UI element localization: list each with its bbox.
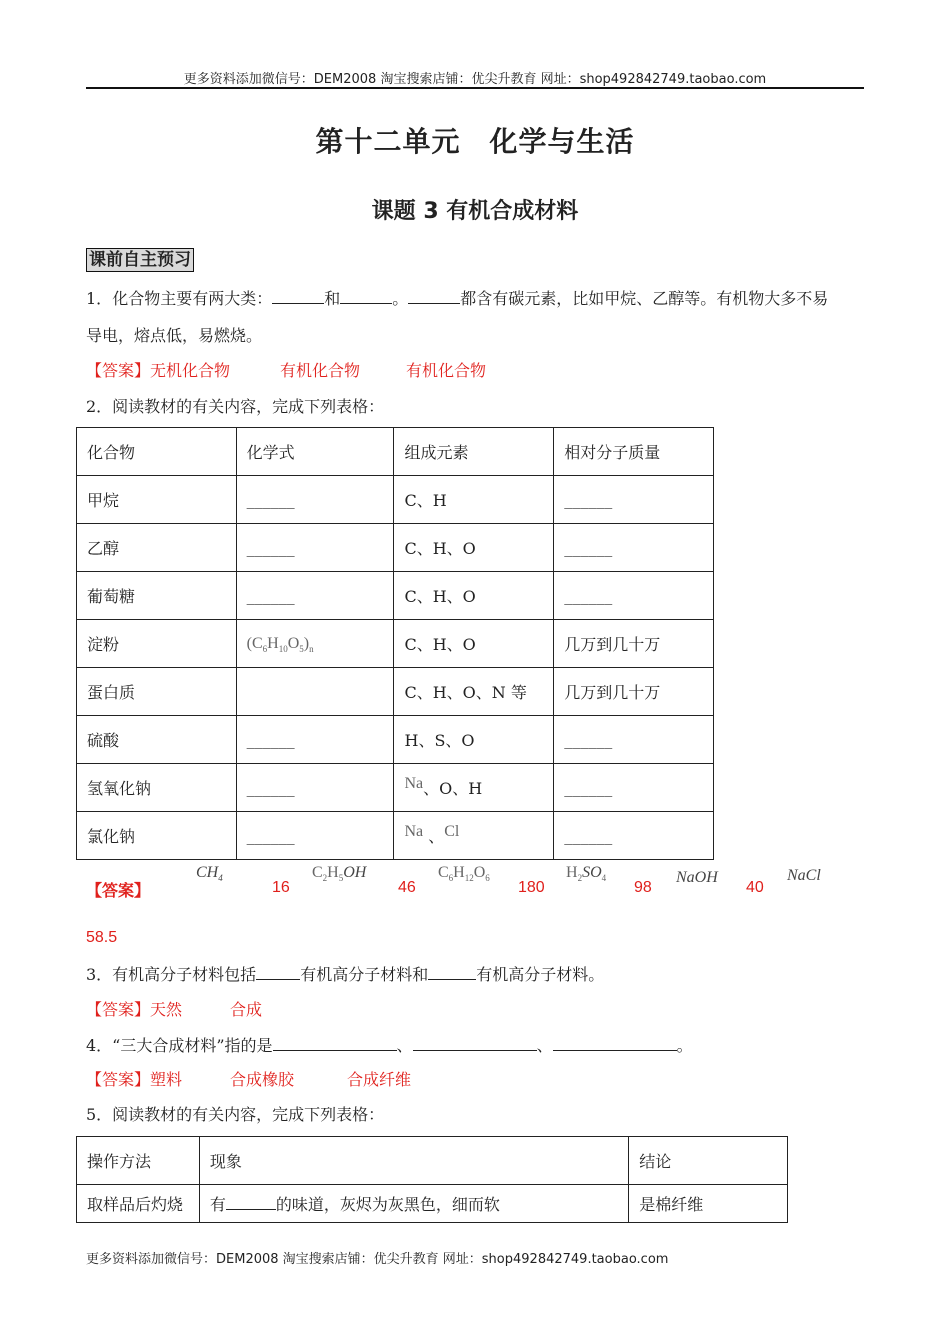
- question-1-line2: 导电，熔点低，易燃烧。: [86, 326, 263, 345]
- mass-46: 46: [398, 879, 416, 896]
- answer-3: 【答案】天然 合成: [86, 1000, 263, 1019]
- table-header: 化合物: [77, 428, 237, 476]
- blank[interactable]: [256, 963, 300, 980]
- mass-58-5: 58.5: [86, 929, 118, 946]
- table-row: 硫酸 ______ H、S、O ______: [77, 716, 714, 764]
- blank[interactable]: [553, 1034, 677, 1051]
- table-header: 相对分子质量: [554, 428, 714, 476]
- table-header-row: [77, 1137, 788, 1185]
- answer-2-tag: 【答案】: [86, 881, 151, 900]
- answer-cell[interactable]: ______: [554, 764, 714, 812]
- table-row: 葡萄糖 ______ C、H、O ______: [77, 572, 714, 620]
- answer-cell[interactable]: ______: [236, 572, 394, 620]
- answer-cell[interactable]: ______: [236, 764, 394, 812]
- table-row: 氢氧化钠 ______ Na、O、H ______: [77, 764, 714, 812]
- formula-h2so4: $H_2SO_4$: [566, 864, 607, 884]
- question-5: 5．阅读教材的有关内容，完成下列表格：: [86, 1105, 385, 1124]
- compound-table: [76, 427, 714, 860]
- page-footer: 更多资料添加微信号：DEM2008 淘宝搜索店铺：优尖升教育 网址：shop492842749.taobao.com: [86, 1252, 669, 1267]
- header-divider: [86, 87, 864, 89]
- mass-40: 40: [746, 879, 764, 896]
- blank[interactable]: [340, 287, 392, 304]
- section-label: 课前自主预习: [86, 248, 194, 272]
- question-4: 4．“三大合成材料”指的是 、 、 。: [86, 1036, 693, 1055]
- blank[interactable]: [413, 1034, 537, 1051]
- mass-98: 98: [634, 879, 652, 896]
- question-3: 3．有机高分子材料包括 有机高分子材料和 有机高分子材料。: [86, 965, 605, 984]
- formula-c2h5oh: $C_2H_5OH$: [312, 864, 367, 884]
- starch-formula: $(C_6H_{10}O_5)_n$: [236, 620, 394, 668]
- formula-c6h12o6: $C_6H_{12}O_6$: [438, 864, 490, 884]
- table-header: 现象: [199, 1137, 628, 1185]
- answer-4: 【答案】塑料 合成橡胶 合成纤维: [86, 1070, 412, 1089]
- blank[interactable]: [408, 287, 460, 304]
- answer-cell[interactable]: ______: [554, 524, 714, 572]
- answer-cell[interactable]: ______: [236, 812, 394, 860]
- table-row: 蛋白质 C、H、O、N 等 几万到几十万: [77, 668, 714, 716]
- question-1: 1．化合物主要有两大类： 和 。 都含有碳元素，比如甲烷、乙醇等。有机物大多不易: [86, 289, 829, 308]
- table-header: 组成元素: [394, 428, 554, 476]
- table-row: 乙醇 ______ C、H、O ______: [77, 524, 714, 572]
- mass-16: 16: [272, 879, 290, 896]
- table-row: 取样品后灼烧 有 的味道，灰烬为灰黑色，细而软 是棉纤维: [77, 1185, 788, 1223]
- lesson-title: 课题 3 有机合成材料: [371, 199, 579, 224]
- table-header: 结论: [629, 1137, 788, 1185]
- table-header: 操作方法: [77, 1137, 200, 1185]
- table-row: 氯化钠 ______ Na 、Cl ______: [77, 812, 714, 860]
- answer-cell[interactable]: ______: [236, 716, 394, 764]
- answer-cell[interactable]: ______: [554, 716, 714, 764]
- table-row: 淀粉 $(C_6H_{10}O_5)_n$ C、H、O 几万到几十万: [77, 620, 714, 668]
- page-title: 第十二单元 化学与生活: [315, 125, 635, 158]
- blank[interactable]: [272, 287, 324, 304]
- page-header: 更多资料添加微信号：DEM2008 淘宝搜索店铺：优尖升教育 网址：shop492842749.taobao.com: [183, 72, 767, 87]
- table-header: 化学式: [236, 428, 394, 476]
- answer-cell[interactable]: ______: [236, 476, 394, 524]
- answer-cell[interactable]: ______: [554, 476, 714, 524]
- blank[interactable]: [226, 1193, 276, 1210]
- blank[interactable]: [273, 1034, 397, 1051]
- formula-naoh: NaOH: [676, 869, 718, 886]
- answer-cell[interactable]: ______: [236, 524, 394, 572]
- formula-nacl: NaCl: [787, 867, 821, 884]
- answer-cell[interactable]: ______: [554, 812, 714, 860]
- answer-1: 【答案】无机化合物 有机化合物 有机化合物: [86, 361, 487, 380]
- mass-180: 180: [518, 879, 545, 896]
- answer-cell[interactable]: ______: [554, 572, 714, 620]
- formula-ch4: $CH_4$: [196, 864, 223, 884]
- blank[interactable]: [428, 963, 476, 980]
- table-row: 甲烷 ______ C、H ______: [77, 476, 714, 524]
- experiment-table: [76, 1136, 788, 1223]
- question-2: 2．阅读教材的有关内容，完成下列表格：: [86, 397, 385, 416]
- table-header-row: [77, 428, 714, 476]
